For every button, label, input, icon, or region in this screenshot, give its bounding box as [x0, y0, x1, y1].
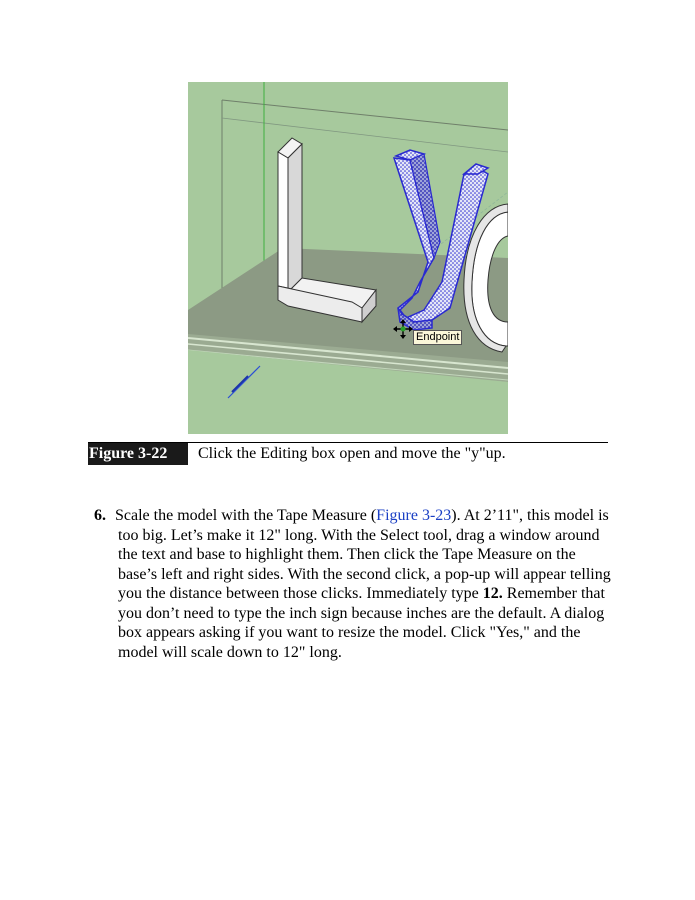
figure-caption-text: Click the Editing box open and move the "y"up.	[198, 445, 506, 462]
typed-value: 12.	[482, 585, 503, 602]
sketchup-viewport	[188, 82, 508, 434]
step-number: 6.	[94, 507, 106, 524]
step-paragraph	[94, 506, 614, 662]
figure-3-22-image	[188, 82, 508, 434]
step-text-part-2: ). At 2’11", this model is too big. Let’s make it 12" long. With the Select tool, drag a window around the text and base to highlight them. Then click the Tape Measure on the base’s left and right sides. With the second click, a pop-up will appear telling you the distance between those clicks. Immediately type	[118, 507, 611, 602]
step-text-part-1: Scale the model with the Tape Measure (	[115, 507, 377, 524]
figure-caption	[88, 442, 608, 465]
figure-label: Figure 3-22	[88, 443, 188, 465]
endpoint-tooltip: Endpoint	[413, 330, 462, 345]
step-text-part-3: Remember that you don’t need to type the inch sign because inches are the default. A dialog box appears asking if you want to resize the model. Click "Yes," and the model will scale down to 12" long.	[118, 585, 605, 661]
figure-3-23-link[interactable]: Figure 3-23	[376, 507, 452, 524]
instruction-step	[94, 506, 614, 662]
